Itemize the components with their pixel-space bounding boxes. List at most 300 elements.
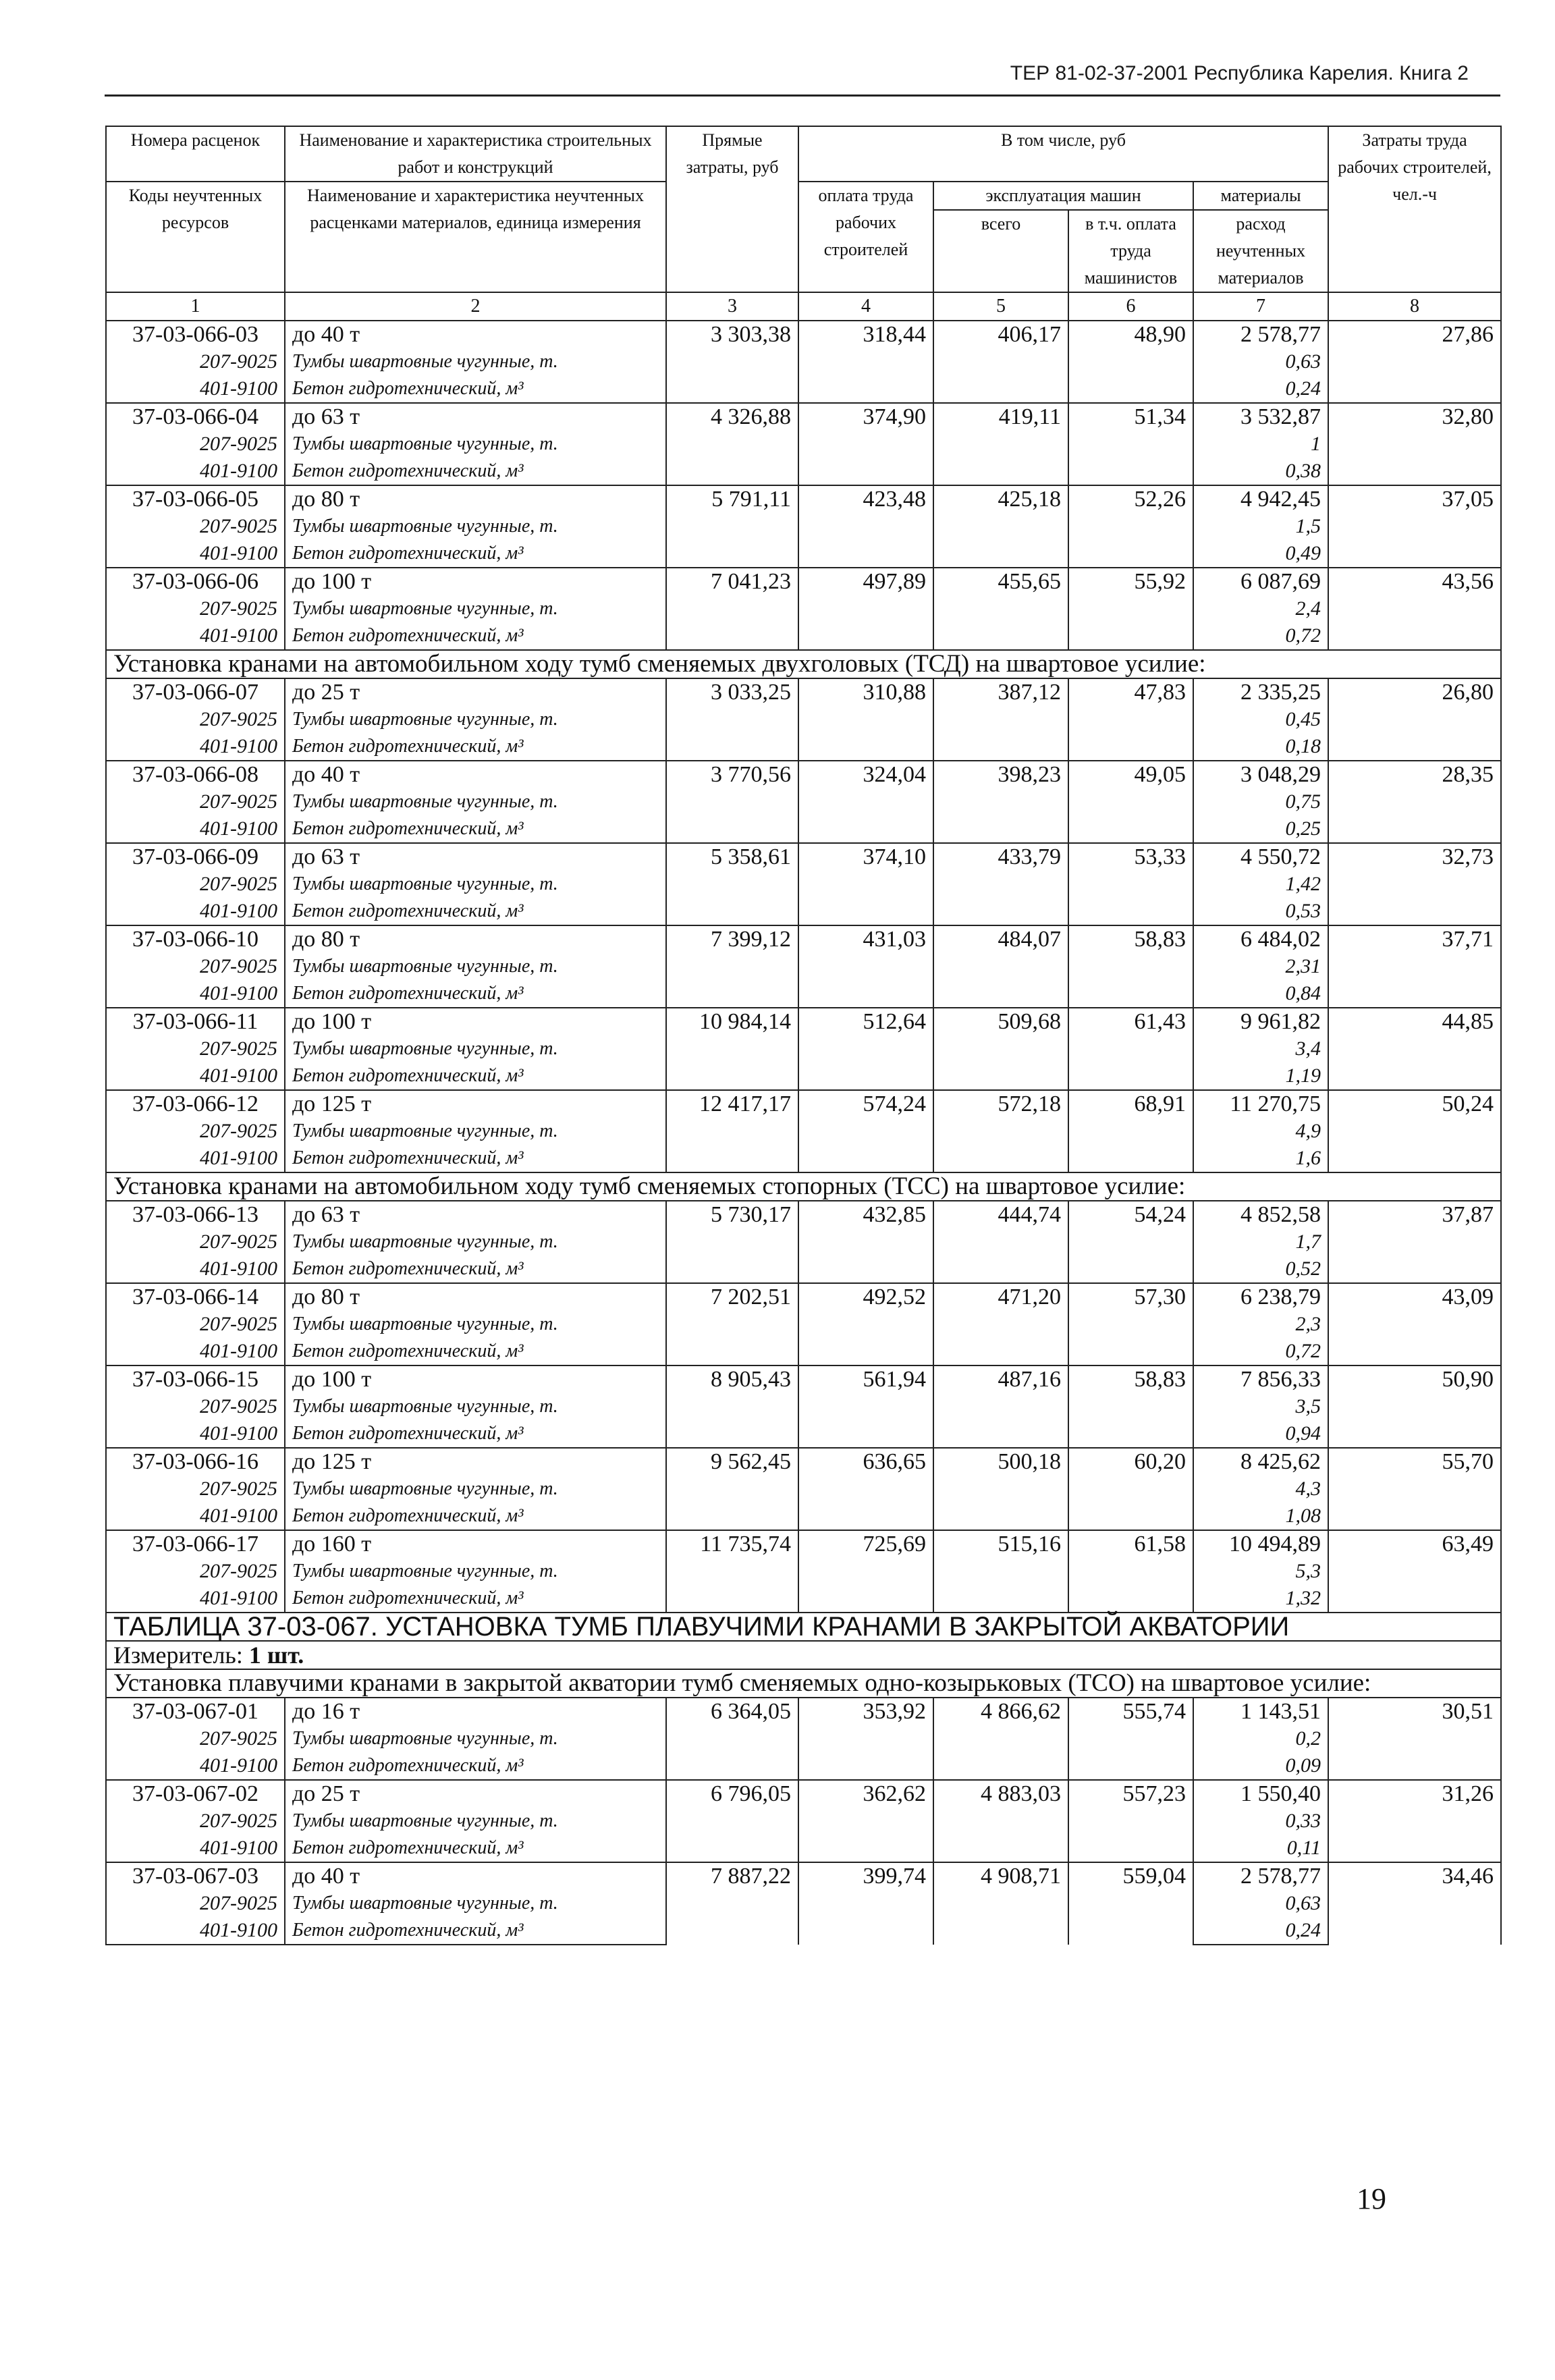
resource-usage: 0,52 bbox=[1193, 1255, 1328, 1283]
resource-name: Бетон гидротехнический, м³ bbox=[285, 815, 666, 843]
head-wages: оплата труда рабочих строителей bbox=[798, 182, 933, 292]
resource-usage: 0,25 bbox=[1193, 815, 1328, 843]
page-number: 19 bbox=[1357, 2182, 1386, 2215]
rate-row bbox=[106, 1201, 1501, 1228]
materials-cost: 3 532,87 bbox=[1193, 403, 1328, 431]
machinist-wages: 48,90 bbox=[1068, 321, 1193, 403]
direct-costs: 4 326,88 bbox=[666, 403, 798, 485]
machines-total: 572,18 bbox=[933, 1090, 1068, 1172]
rate-name: до 63 т bbox=[285, 843, 666, 871]
rate-row bbox=[106, 1448, 1501, 1476]
rate-name: до 80 т bbox=[285, 925, 666, 953]
resource-usage: 0,53 bbox=[1193, 898, 1328, 925]
resource-code: 401-9100 bbox=[106, 898, 285, 925]
resource-usage: 5,3 bbox=[1193, 1558, 1328, 1585]
section2-body bbox=[106, 678, 1501, 1172]
machinist-wages: 53,33 bbox=[1068, 843, 1193, 925]
section-title: Установка плавучими кранами в закрытой акватории тумб сменяемых одно-козырьковых (ТСО) на швартовое усилие: bbox=[106, 1669, 1501, 1698]
rate-row bbox=[106, 761, 1501, 788]
machines-total: 515,16 bbox=[933, 1530, 1068, 1613]
head-machines-wages: в т.ч. оплата труда машинистов bbox=[1068, 210, 1193, 292]
machinist-wages: 58,83 bbox=[1068, 925, 1193, 1008]
machines-total: 455,65 bbox=[933, 568, 1068, 650]
materials-cost: 6 484,02 bbox=[1193, 925, 1328, 953]
group1-body bbox=[106, 321, 1501, 650]
machines-total: 509,68 bbox=[933, 1008, 1068, 1090]
resource-usage: 1,7 bbox=[1193, 1228, 1328, 1255]
machinist-wages: 47,83 bbox=[1068, 678, 1193, 761]
resource-name: Бетон гидротехнический, м³ bbox=[285, 1420, 666, 1448]
resource-usage: 0,49 bbox=[1193, 540, 1328, 568]
column-number-row bbox=[106, 292, 1501, 321]
resource-code: 401-9100 bbox=[106, 540, 285, 568]
rate-code: 37-03-066-11 bbox=[106, 1008, 285, 1035]
labor-costs: 37,71 bbox=[1328, 925, 1501, 1008]
rate-code: 37-03-066-10 bbox=[106, 925, 285, 953]
col-number: 1 bbox=[106, 292, 285, 321]
head-labor: Затраты труда рабочих строителей, чел.-ч bbox=[1328, 126, 1501, 292]
rate-name: до 125 т bbox=[285, 1090, 666, 1118]
col-number: 3 bbox=[666, 292, 798, 321]
resource-name: Бетон гидротехнический, м³ bbox=[285, 1145, 666, 1172]
rate-name: до 63 т bbox=[285, 403, 666, 431]
rate-code: 37-03-066-07 bbox=[106, 678, 285, 706]
materials-cost: 9 961,82 bbox=[1193, 1008, 1328, 1035]
machinist-wages: 559,04 bbox=[1068, 1862, 1193, 1945]
machines-total: 487,16 bbox=[933, 1365, 1068, 1448]
resource-usage: 0,09 bbox=[1193, 1752, 1328, 1780]
resource-code: 401-9100 bbox=[106, 1585, 285, 1613]
resource-code: 401-9100 bbox=[106, 1145, 285, 1172]
rate-code: 37-03-066-04 bbox=[106, 403, 285, 431]
table-head bbox=[106, 126, 1501, 321]
machines-total: 419,11 bbox=[933, 403, 1068, 485]
resource-usage: 0,2 bbox=[1193, 1725, 1328, 1752]
direct-costs: 6 796,05 bbox=[666, 1780, 798, 1862]
resource-name: Бетон гидротехнический, м³ bbox=[285, 980, 666, 1008]
machinist-wages: 61,58 bbox=[1068, 1530, 1193, 1613]
resource-usage: 1,19 bbox=[1193, 1062, 1328, 1090]
machines-total: 4 866,62 bbox=[933, 1698, 1068, 1780]
labor-costs: 30,51 bbox=[1328, 1698, 1501, 1780]
direct-costs: 10 984,14 bbox=[666, 1008, 798, 1090]
wages: 512,64 bbox=[798, 1008, 933, 1090]
rate-row bbox=[106, 678, 1501, 706]
resource-code: 401-9100 bbox=[106, 733, 285, 761]
rate-row bbox=[106, 843, 1501, 871]
materials-cost: 10 494,89 bbox=[1193, 1530, 1328, 1558]
section-title: Установка кранами на автомобильном ходу тумб сменяемых двухголовых (ТСД) на швартовое усилие: bbox=[106, 650, 1501, 678]
materials-cost: 1 143,51 bbox=[1193, 1698, 1328, 1725]
materials-cost: 7 856,33 bbox=[1193, 1365, 1328, 1393]
col-number: 6 bbox=[1068, 292, 1193, 321]
resource-name: Бетон гидротехнический, м³ bbox=[285, 1835, 666, 1862]
resource-code: 207-9025 bbox=[106, 706, 285, 733]
machines-total: 398,23 bbox=[933, 761, 1068, 843]
resource-usage: 3,5 bbox=[1193, 1393, 1328, 1420]
measure-value: 1 шт. bbox=[248, 1642, 304, 1669]
resource-code: 207-9025 bbox=[106, 595, 285, 622]
rate-code: 37-03-066-13 bbox=[106, 1201, 285, 1228]
resource-name: Тумбы швартовные чугунные, т. bbox=[285, 1393, 666, 1420]
resource-usage: 1 bbox=[1193, 431, 1328, 458]
materials-cost: 11 270,75 bbox=[1193, 1090, 1328, 1118]
labor-costs: 27,86 bbox=[1328, 321, 1501, 403]
resource-code: 401-9100 bbox=[106, 815, 285, 843]
resource-code: 401-9100 bbox=[106, 375, 285, 403]
materials-cost: 3 048,29 bbox=[1193, 761, 1328, 788]
resource-usage: 1,08 bbox=[1193, 1503, 1328, 1530]
resource-name: Тумбы швартовные чугунные, т. bbox=[285, 871, 666, 898]
resource-name: Тумбы швартовные чугунные, т. bbox=[285, 1228, 666, 1255]
rate-row bbox=[106, 1780, 1501, 1808]
resource-name: Бетон гидротехнический, м³ bbox=[285, 1255, 666, 1283]
resource-code: 401-9100 bbox=[106, 1752, 285, 1780]
labor-costs: 50,90 bbox=[1328, 1365, 1501, 1448]
resource-code: 207-9025 bbox=[106, 1228, 285, 1255]
labor-costs: 37,87 bbox=[1328, 1201, 1501, 1283]
resource-code: 207-9025 bbox=[106, 348, 285, 375]
section2 bbox=[106, 650, 1501, 678]
resource-usage: 4,9 bbox=[1193, 1118, 1328, 1145]
resource-code: 401-9100 bbox=[106, 1835, 285, 1862]
resource-name: Бетон гидротехнический, м³ bbox=[285, 1752, 666, 1780]
machines-total: 4 883,03 bbox=[933, 1780, 1068, 1862]
resource-code: 401-9100 bbox=[106, 1503, 285, 1530]
machines-total: 406,17 bbox=[933, 321, 1068, 403]
page-header-title: ТЕР 81-02-37-2001 Республика Карелия. Книга 2 bbox=[1010, 62, 1469, 84]
materials-cost: 4 550,72 bbox=[1193, 843, 1328, 871]
rate-name: до 40 т bbox=[285, 761, 666, 788]
machinist-wages: 55,92 bbox=[1068, 568, 1193, 650]
resource-name: Тумбы швартовные чугунные, т. bbox=[285, 1890, 666, 1917]
rate-name: до 100 т bbox=[285, 1365, 666, 1393]
rate-name: до 160 т bbox=[285, 1530, 666, 1558]
resource-name: Тумбы швартовные чугунные, т. bbox=[285, 1808, 666, 1835]
direct-costs: 3 033,25 bbox=[666, 678, 798, 761]
rate-code: 37-03-066-03 bbox=[106, 321, 285, 348]
resource-code: 401-9100 bbox=[106, 1917, 285, 1945]
section3 bbox=[106, 1172, 1501, 1201]
rate-name: до 125 т bbox=[285, 1448, 666, 1476]
resource-usage: 0,94 bbox=[1193, 1420, 1328, 1448]
wages: 431,03 bbox=[798, 925, 933, 1008]
table-067-body bbox=[106, 1698, 1501, 1945]
labor-costs: 32,80 bbox=[1328, 403, 1501, 485]
head-code-label: Номера расценок bbox=[106, 126, 285, 182]
wages: 432,85 bbox=[798, 1201, 933, 1283]
resource-code: 401-9100 bbox=[106, 1255, 285, 1283]
resource-name: Тумбы швартовные чугунные, т. bbox=[285, 1725, 666, 1752]
wages: 324,04 bbox=[798, 761, 933, 843]
rate-code: 37-03-066-14 bbox=[106, 1283, 285, 1311]
resource-usage: 0,72 bbox=[1193, 1338, 1328, 1365]
direct-costs: 8 905,43 bbox=[666, 1365, 798, 1448]
direct-costs: 12 417,17 bbox=[666, 1090, 798, 1172]
direct-costs: 11 735,74 bbox=[666, 1530, 798, 1613]
resource-code: 207-9025 bbox=[106, 1890, 285, 1917]
direct-costs: 7 399,12 bbox=[666, 925, 798, 1008]
resource-usage: 0,75 bbox=[1193, 788, 1328, 815]
machinist-wages: 51,34 bbox=[1068, 403, 1193, 485]
rate-code: 37-03-066-08 bbox=[106, 761, 285, 788]
rate-code: 37-03-066-09 bbox=[106, 843, 285, 871]
resource-name: Бетон гидротехнический, м³ bbox=[285, 1917, 666, 1945]
wages: 492,52 bbox=[798, 1283, 933, 1365]
resource-usage: 1,6 bbox=[1193, 1145, 1328, 1172]
wages: 423,48 bbox=[798, 485, 933, 568]
head-materials-usage: расход неучтенных материалов bbox=[1193, 210, 1328, 292]
rate-name: до 25 т bbox=[285, 1780, 666, 1808]
labor-costs: 26,80 bbox=[1328, 678, 1501, 761]
resource-name: Бетон гидротехнический, м³ bbox=[285, 540, 666, 568]
resource-usage: 1,5 bbox=[1193, 513, 1328, 540]
rate-row bbox=[106, 1090, 1501, 1118]
wages: 636,65 bbox=[798, 1448, 933, 1530]
resource-name: Тумбы швартовные чугунные, т. bbox=[285, 431, 666, 458]
resource-name: Бетон гидротехнический, м³ bbox=[285, 898, 666, 925]
labor-costs: 63,49 bbox=[1328, 1530, 1501, 1613]
resource-usage: 1,42 bbox=[1193, 871, 1328, 898]
resource-name: Тумбы швартовные чугунные, т. bbox=[285, 1118, 666, 1145]
rate-row bbox=[106, 1365, 1501, 1393]
resource-code: 207-9025 bbox=[106, 871, 285, 898]
resource-name: Бетон гидротехнический, м³ bbox=[285, 1503, 666, 1530]
rate-name: до 25 т bbox=[285, 678, 666, 706]
direct-costs: 5 358,61 bbox=[666, 843, 798, 925]
machines-total: 444,74 bbox=[933, 1201, 1068, 1283]
resource-usage: 3,4 bbox=[1193, 1035, 1328, 1062]
labor-costs: 50,24 bbox=[1328, 1090, 1501, 1172]
direct-costs: 5 730,17 bbox=[666, 1201, 798, 1283]
resource-code: 401-9100 bbox=[106, 458, 285, 485]
head-name-label: Наименование и характеристика строительных работ и конструкций bbox=[285, 126, 666, 182]
table-067-heading bbox=[106, 1613, 1501, 1698]
section3-body bbox=[106, 1201, 1501, 1613]
rate-code: 37-03-066-06 bbox=[106, 568, 285, 595]
direct-costs: 7 202,51 bbox=[666, 1283, 798, 1365]
resource-name: Бетон гидротехнический, м³ bbox=[285, 375, 666, 403]
resource-code: 207-9025 bbox=[106, 1558, 285, 1585]
resource-code: 207-9025 bbox=[106, 513, 285, 540]
machinist-wages: 60,20 bbox=[1068, 1448, 1193, 1530]
rate-row bbox=[106, 321, 1501, 348]
col-number: 2 bbox=[285, 292, 666, 321]
rate-code: 37-03-066-16 bbox=[106, 1448, 285, 1476]
rate-code: 37-03-067-03 bbox=[106, 1862, 285, 1890]
resource-code: 401-9100 bbox=[106, 1062, 285, 1090]
rate-row bbox=[106, 485, 1501, 513]
header-rule bbox=[105, 94, 1500, 97]
rate-row bbox=[106, 403, 1501, 431]
labor-costs: 31,26 bbox=[1328, 1780, 1501, 1862]
machines-total: 471,20 bbox=[933, 1283, 1068, 1365]
wages: 725,69 bbox=[798, 1530, 933, 1613]
rate-name: до 16 т bbox=[285, 1698, 666, 1725]
labor-costs: 37,05 bbox=[1328, 485, 1501, 568]
rate-code: 37-03-066-17 bbox=[106, 1530, 285, 1558]
col-number: 5 bbox=[933, 292, 1068, 321]
resource-usage: 0,63 bbox=[1193, 1890, 1328, 1917]
machines-total: 4 908,71 bbox=[933, 1862, 1068, 1945]
resource-code: 207-9025 bbox=[106, 1393, 285, 1420]
resource-usage: 0,33 bbox=[1193, 1808, 1328, 1835]
rate-name: до 80 т bbox=[285, 485, 666, 513]
machines-total: 433,79 bbox=[933, 843, 1068, 925]
machinist-wages: 557,23 bbox=[1068, 1780, 1193, 1862]
head-including: В том числе, руб bbox=[798, 126, 1328, 182]
resource-usage: 0,11 bbox=[1193, 1835, 1328, 1862]
rate-code: 37-03-066-12 bbox=[106, 1090, 285, 1118]
rates-table bbox=[105, 126, 1502, 1945]
col-number: 4 bbox=[798, 292, 933, 321]
rate-code: 37-03-067-01 bbox=[106, 1698, 285, 1725]
labor-costs: 34,46 bbox=[1328, 1862, 1501, 1945]
direct-costs: 6 364,05 bbox=[666, 1698, 798, 1780]
resource-code: 207-9025 bbox=[106, 1311, 285, 1338]
direct-costs: 3 770,56 bbox=[666, 761, 798, 843]
rate-row bbox=[106, 1283, 1501, 1311]
wages: 310,88 bbox=[798, 678, 933, 761]
machinist-wages: 52,26 bbox=[1068, 485, 1193, 568]
resource-name: Бетон гидротехнический, м³ bbox=[285, 1338, 666, 1365]
resource-usage: 0,72 bbox=[1193, 622, 1328, 650]
wages: 353,92 bbox=[798, 1698, 933, 1780]
rate-name: до 40 т bbox=[285, 321, 666, 348]
machines-total: 500,18 bbox=[933, 1448, 1068, 1530]
labor-costs: 32,73 bbox=[1328, 843, 1501, 925]
resource-usage: 0,45 bbox=[1193, 706, 1328, 733]
resource-code: 207-9025 bbox=[106, 1808, 285, 1835]
rate-code: 37-03-066-05 bbox=[106, 485, 285, 513]
labor-costs: 28,35 bbox=[1328, 761, 1501, 843]
materials-cost: 6 238,79 bbox=[1193, 1283, 1328, 1311]
resource-name: Бетон гидротехнический, м³ bbox=[285, 1585, 666, 1613]
wages: 497,89 bbox=[798, 568, 933, 650]
head-resource-name-label: Наименование и характеристика неучтенных расценками материалов, единица измерения bbox=[285, 182, 666, 292]
resource-usage: 0,24 bbox=[1193, 1917, 1328, 1945]
resource-code: 207-9025 bbox=[106, 953, 285, 980]
direct-costs: 7 041,23 bbox=[666, 568, 798, 650]
resource-usage: 0,24 bbox=[1193, 375, 1328, 403]
materials-cost: 1 550,40 bbox=[1193, 1780, 1328, 1808]
labor-costs: 43,09 bbox=[1328, 1283, 1501, 1365]
resource-usage: 4,3 bbox=[1193, 1476, 1328, 1503]
direct-costs: 9 562,45 bbox=[666, 1448, 798, 1530]
resource-code: 401-9100 bbox=[106, 1420, 285, 1448]
machinist-wages: 61,43 bbox=[1068, 1008, 1193, 1090]
resource-code: 401-9100 bbox=[106, 1338, 285, 1365]
rate-name: до 100 т bbox=[285, 1008, 666, 1035]
col-number: 7 bbox=[1193, 292, 1328, 321]
resource-usage: 0,18 bbox=[1193, 733, 1328, 761]
resource-name: Тумбы швартовные чугунные, т. bbox=[285, 953, 666, 980]
resource-name: Тумбы швартовные чугунные, т. bbox=[285, 595, 666, 622]
wages: 399,74 bbox=[798, 1862, 933, 1945]
resource-name: Тумбы швартовные чугунные, т. bbox=[285, 348, 666, 375]
wages: 374,90 bbox=[798, 403, 933, 485]
resource-name: Тумбы швартовные чугунные, т. bbox=[285, 513, 666, 540]
head-machines: эксплуатация машин bbox=[933, 182, 1193, 210]
col-number: 8 bbox=[1328, 292, 1501, 321]
rate-name: до 40 т bbox=[285, 1862, 666, 1890]
wages: 574,24 bbox=[798, 1090, 933, 1172]
resource-usage: 1,32 bbox=[1193, 1585, 1328, 1613]
wages: 318,44 bbox=[798, 321, 933, 403]
resource-name: Тумбы швартовные чугунные, т. bbox=[285, 706, 666, 733]
resource-name: Бетон гидротехнический, м³ bbox=[285, 733, 666, 761]
table-067-title: ТАБЛИЦА 37-03-067. УСТАНОВКА ТУМБ ПЛАВУЧИМИ КРАНАМИ В ЗАКРЫТОЙ АКВАТОРИИ bbox=[106, 1613, 1501, 1641]
resource-code: 207-9025 bbox=[106, 788, 285, 815]
resource-name: Тумбы швартовные чугунные, т. bbox=[285, 1311, 666, 1338]
resource-code: 207-9025 bbox=[106, 1725, 285, 1752]
resource-name: Бетон гидротехнический, м³ bbox=[285, 622, 666, 650]
resource-code: 401-9100 bbox=[106, 980, 285, 1008]
rate-code: 37-03-066-15 bbox=[106, 1365, 285, 1393]
resource-name: Тумбы швартовные чугунные, т. bbox=[285, 1035, 666, 1062]
rate-row bbox=[106, 568, 1501, 595]
resource-usage: 0,63 bbox=[1193, 348, 1328, 375]
resource-name: Тумбы швартовные чугунные, т. bbox=[285, 1558, 666, 1585]
resource-usage: 2,31 bbox=[1193, 953, 1328, 980]
rate-row bbox=[106, 1698, 1501, 1725]
resource-name: Бетон гидротехнический, м³ bbox=[285, 1062, 666, 1090]
machinist-wages: 68,91 bbox=[1068, 1090, 1193, 1172]
head-machines-total: всего bbox=[933, 210, 1068, 292]
resource-code: 207-9025 bbox=[106, 1476, 285, 1503]
rate-name: до 80 т bbox=[285, 1283, 666, 1311]
rate-name: до 100 т bbox=[285, 568, 666, 595]
head-direct-costs: Прямые затраты, руб bbox=[666, 126, 798, 292]
machinist-wages: 58,83 bbox=[1068, 1365, 1193, 1448]
machinist-wages: 54,24 bbox=[1068, 1201, 1193, 1283]
rate-name: до 63 т bbox=[285, 1201, 666, 1228]
wages: 561,94 bbox=[798, 1365, 933, 1448]
materials-cost: 4 852,58 bbox=[1193, 1201, 1328, 1228]
rate-row bbox=[106, 925, 1501, 953]
resource-usage: 2,3 bbox=[1193, 1311, 1328, 1338]
rate-row bbox=[106, 1008, 1501, 1035]
wages: 374,10 bbox=[798, 843, 933, 925]
rate-row bbox=[106, 1862, 1501, 1890]
machinist-wages: 49,05 bbox=[1068, 761, 1193, 843]
labor-costs: 55,70 bbox=[1328, 1448, 1501, 1530]
materials-cost: 2 578,77 bbox=[1193, 1862, 1328, 1890]
rate-code: 37-03-067-02 bbox=[106, 1780, 285, 1808]
wages: 362,62 bbox=[798, 1780, 933, 1862]
materials-cost: 6 087,69 bbox=[1193, 568, 1328, 595]
materials-cost: 8 425,62 bbox=[1193, 1448, 1328, 1476]
machines-total: 484,07 bbox=[933, 925, 1068, 1008]
resource-usage: 0,84 bbox=[1193, 980, 1328, 1008]
direct-costs: 7 887,22 bbox=[666, 1862, 798, 1945]
resource-code: 207-9025 bbox=[106, 1035, 285, 1062]
resource-usage: 2,4 bbox=[1193, 595, 1328, 622]
rate-row bbox=[106, 1530, 1501, 1558]
head-resource-code-label: Коды неучтенных ресурсов bbox=[106, 182, 285, 292]
materials-cost: 4 942,45 bbox=[1193, 485, 1328, 513]
resource-code: 207-9025 bbox=[106, 431, 285, 458]
machinist-wages: 555,74 bbox=[1068, 1698, 1193, 1780]
resource-name: Тумбы швартовные чугунные, т. bbox=[285, 788, 666, 815]
resource-code: 401-9100 bbox=[106, 622, 285, 650]
machines-total: 425,18 bbox=[933, 485, 1068, 568]
direct-costs: 5 791,11 bbox=[666, 485, 798, 568]
head-materials: материалы bbox=[1193, 182, 1328, 210]
machinist-wages: 57,30 bbox=[1068, 1283, 1193, 1365]
labor-costs: 44,85 bbox=[1328, 1008, 1501, 1090]
table-067-measure bbox=[106, 1641, 1501, 1669]
